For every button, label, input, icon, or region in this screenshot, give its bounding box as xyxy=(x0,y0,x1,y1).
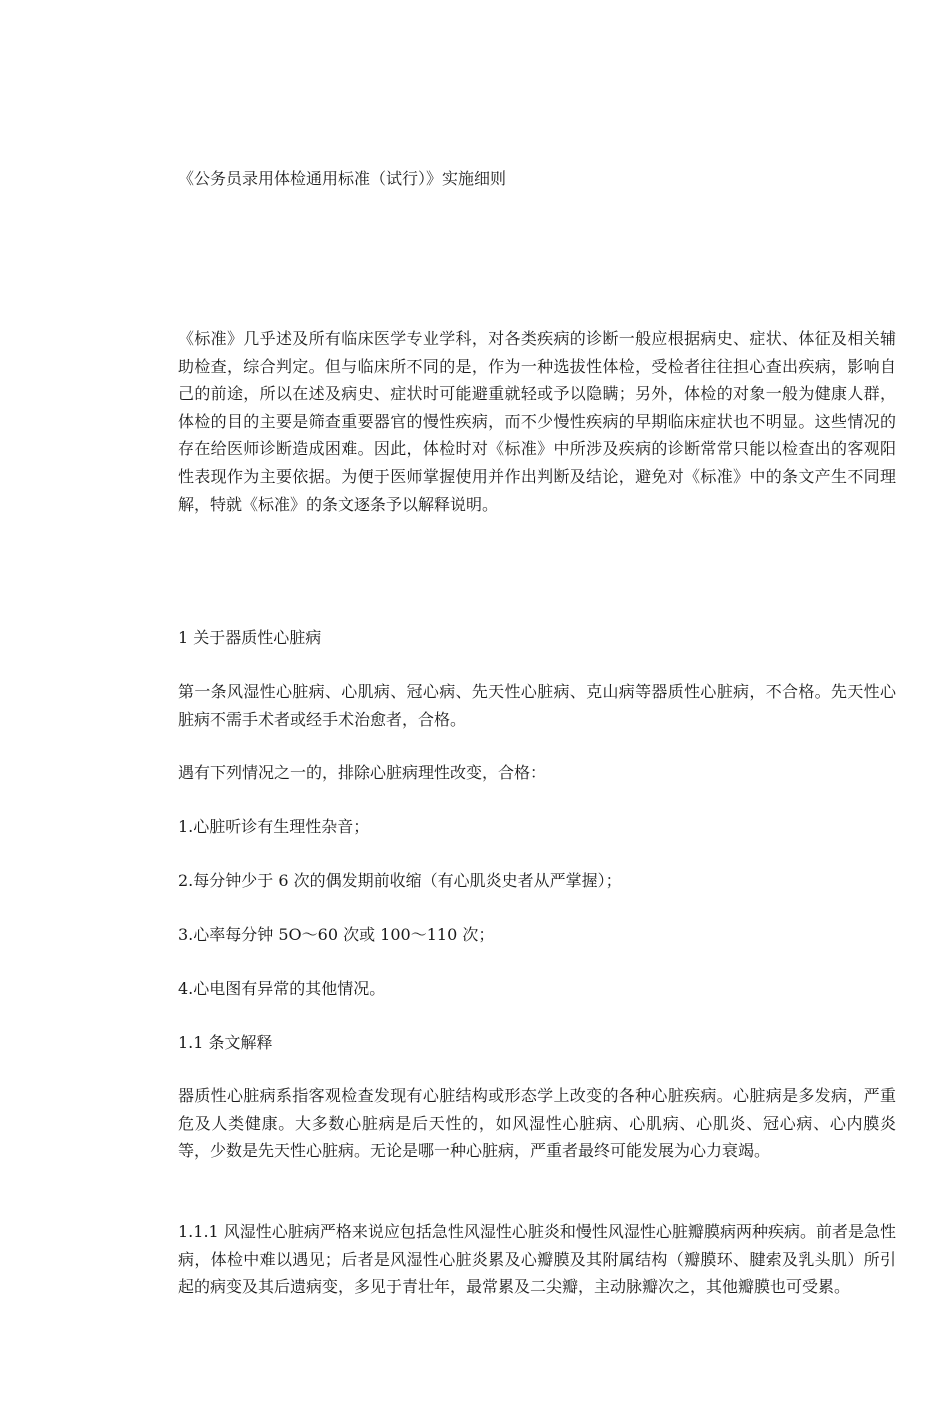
condition-item: 4.心电图有异常的其他情况。 xyxy=(178,979,386,998)
condition-item: 3.心率每分钟 5O～60 次或 100～110 次； xyxy=(178,925,495,944)
condition-item: 1.心脏听诊有生理性杂音； xyxy=(178,817,370,836)
section-heading-1: 1 关于器质性心脏病 xyxy=(178,628,322,647)
conditions-intro: 遇有下列情况之一的，排除心脏病理性改变，合格： xyxy=(178,763,547,782)
document-title: 《公务员录用体检通用标准（试行）》实施细则 xyxy=(178,169,507,188)
article-1-paragraph: 第一条风湿性心脏病、心肌病、冠心病、先天性心脏病、克山病等器质性心脏病，不合格。先天性心脏病不需手术者或经手术治愈者，合格。 xyxy=(178,682,896,729)
explanation-paragraph: 器质性心脏病系指客观检查发现有心脏结构或形态学上改变的各种心脏疾病。心脏病是多发病，严重危及人类健康。大多数心脏病是后天性的，如风湿性心脏病、心肌病、心肌炎、冠心病、心内膜炎等，少数是先天性心脏病。无论是哪一种心脏病，严重者最终可能发展为心力衰竭。 xyxy=(178,1086,896,1161)
intro-paragraph: 《标准》几乎述及所有临床医学专业学科，对各类疾病的诊断一般应根据病史、症状、体征及相关辅助检查，综合判定。但与临床所不同的是，作为一种选拔性体检，受检者往往担心查出疾病，影响自己的前途，所以在述及病史、症状时可能避重就轻或予以隐瞒；另外，体检的对象一般为健康人群，体检的目的主要是筛查重要器官的慢性疾病，而不少慢性疾病的早期临床症状也不明显。这些情况的存在给医师诊断造成困难。因此，体检时对《标准》中所涉及疾病的诊断常常只能以检查出的客观阳性表现作为主要依据。为便于医师掌握使用并作出判断及结论，避免对《标准》中的条文产生不同理解，特就《标准》的条文逐条予以解释说明。 xyxy=(178,329,896,514)
subsection-1-1-1-paragraph: 1.1.1 风湿性心脏病严格来说应包括急性风湿性心脏炎和慢性风湿性心脏瓣膜病两种疾病。前者是急性病，体检中难以遇见；后者是风湿性心脏炎累及心瓣膜及其附属结构（瓣膜环、腱索及乳头肌）所引起的病变及其后遗病变，多见于青壮年，最常累及二尖瓣，主动脉瓣次之，其他瓣膜也可受累。 xyxy=(178,1222,896,1297)
condition-item: 2.每分钟少于 6 次的偶发期前收缩（有心肌炎史者从严掌握）； xyxy=(178,871,622,890)
section-heading-1-1: 1.1 条文解释 xyxy=(178,1033,273,1052)
